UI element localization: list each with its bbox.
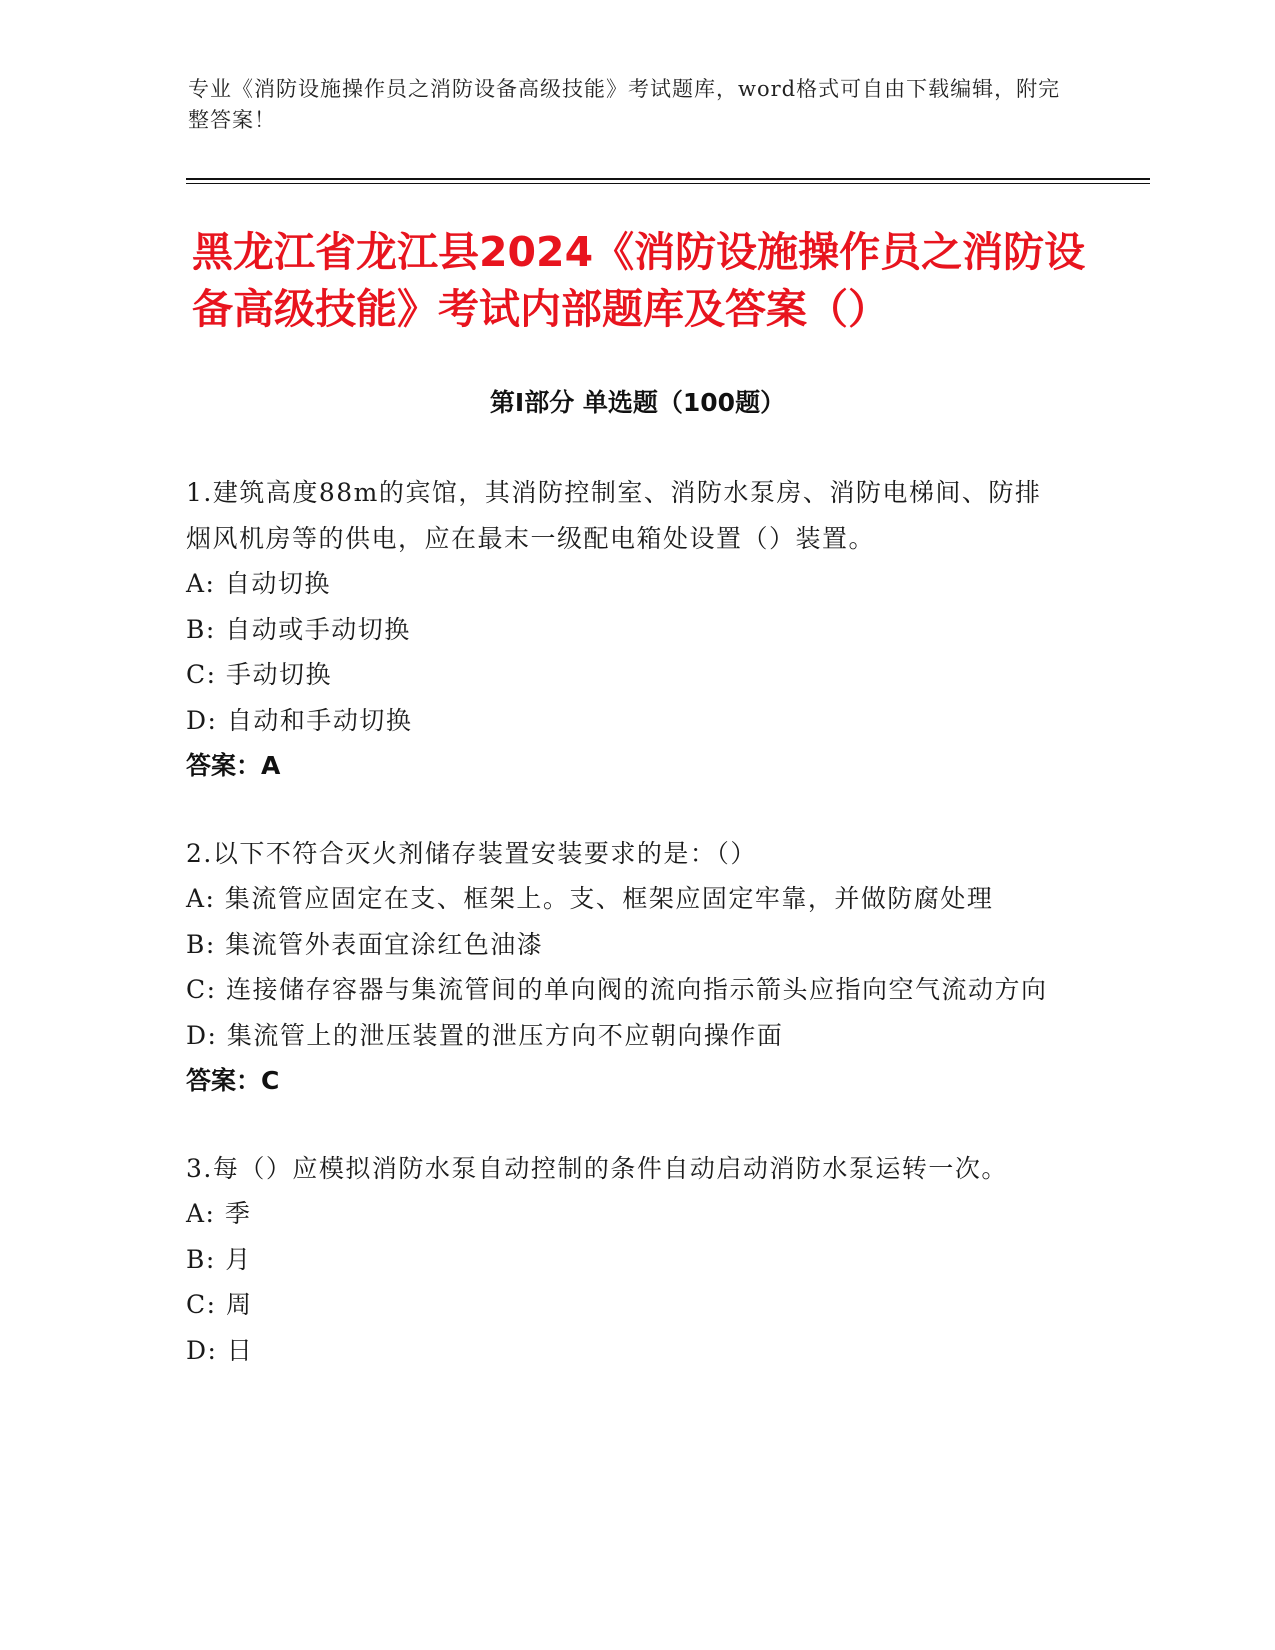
header-note: 专业《消防设施操作员之消防设备高级技能》考试题库，word格式可自由下载编辑，附完整答案！ [188,77,1061,132]
header-divider [186,178,1150,180]
question-3 [186,1146,1066,1374]
header-divider-thin [186,183,1150,184]
question-1 [186,470,1066,789]
option-a: A: 季 [186,1199,252,1228]
option-c: C: 手动切换 [186,660,332,689]
option-d: D: 集流管上的泄压装置的泄压方向不应朝向操作面 [186,1020,784,1050]
option-d: D: 自动和手动切换 [186,705,413,735]
answer: 答案：A [186,751,281,780]
document-title: 黑龙江省龙江县2024《消防设施操作员之消防设备高级技能》考试内部题库及答案（） [192,228,1086,333]
option-c: C: 周 [186,1290,253,1319]
option-d: D: 日 [186,1335,254,1365]
question-stem: 1.建筑高度88m的宾馆，其消防控制室、消防水泵房、消防电梯间、防排烟风机房等的供电，应在最末一级配电箱处设置（）装置。 [186,478,1042,553]
option-c: C: 连接储存容器与集流管间的单向阀的流向指示箭头应指向空气流动方向 [186,975,1048,1004]
option-b: B: 自动或手动切换 [186,614,411,644]
option-a: A: 集流管应固定在支、框架上。支、框架应固定牢靠，并做防腐处理 [186,884,994,913]
option-b: B: 集流管外表面宜涂红色油漆 [186,929,544,959]
answer: 答案：C [186,1066,280,1095]
option-a: A: 自动切换 [186,569,331,598]
option-b: B: 月 [186,1244,252,1274]
question-stem: 3.每（）应模拟消防水泵自动控制的条件自动启动消防水泵运转一次。 [186,1153,1008,1183]
question-list [186,470,1066,1415]
question-stem: 2.以下不符合灭火剂储存装置安装要求的是：（） [186,838,757,868]
section-heading: 第Ⅰ部分 单选题（100题） [489,388,786,417]
question-2 [186,831,1066,1104]
